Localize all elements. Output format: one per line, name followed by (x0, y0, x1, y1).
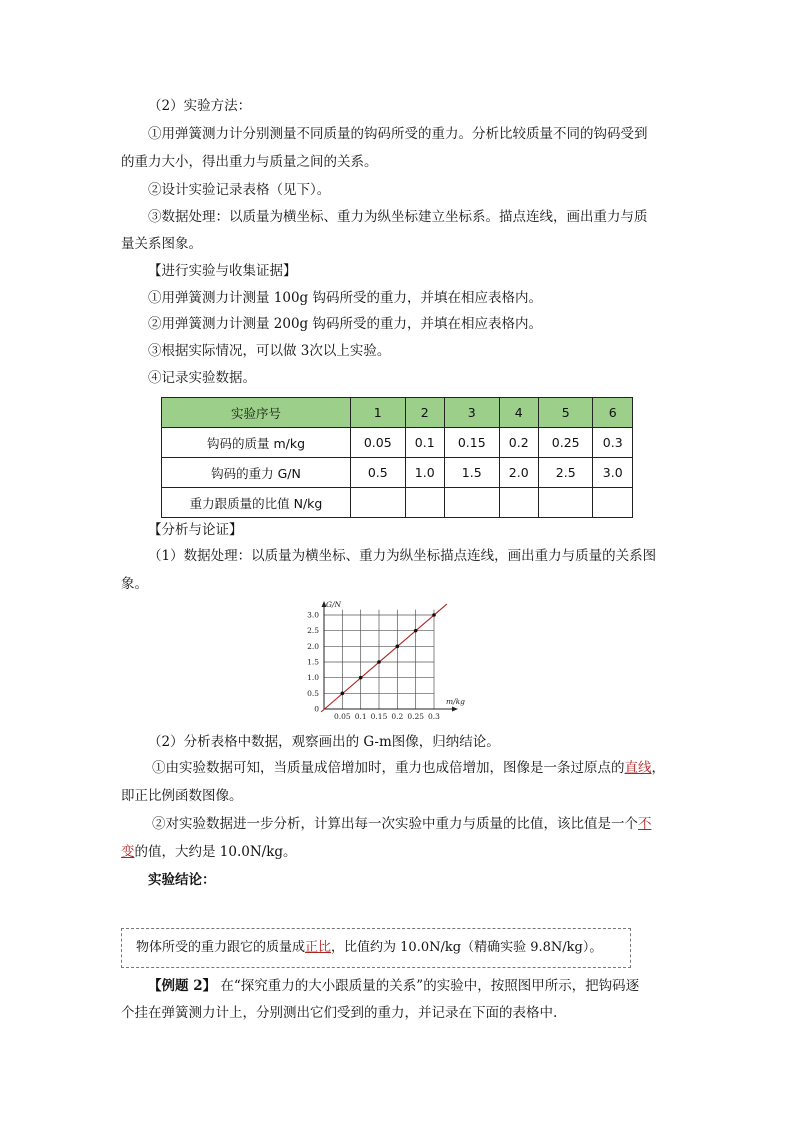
method-heading: （2）实验方法： (148, 98, 252, 114)
answer-straight-line: 直线 (624, 760, 652, 776)
method-item-3-cont: 量关系图象。 (121, 236, 202, 252)
table-cell: 3 (444, 398, 499, 428)
example-tag: 【例题 2】 (148, 978, 217, 994)
analysis-p3-cont: 即正比例函数图像。 (121, 788, 243, 804)
data-point (359, 676, 363, 680)
x-tick-label: 0.2 (391, 712, 404, 721)
y-axis-label: G/N (326, 600, 342, 609)
table-cell: 5 (538, 398, 593, 428)
x-tick-label: 0.25 (407, 712, 425, 721)
conclusion-label: 实验结论： (148, 872, 216, 888)
table-cell: 重力跟质量的比值 N/kg (162, 488, 351, 518)
table-cell (351, 488, 406, 518)
table-cell (499, 488, 538, 518)
y-tick-label: 2.0 (307, 641, 319, 651)
analysis-p1: （1）数据处理：以质量为横坐标、重力为纵坐标描点连线，画出重力与质量的关系图 (148, 548, 657, 564)
x-tick-label: 0.3 (428, 712, 440, 721)
data-point (414, 629, 418, 633)
data-table (161, 397, 633, 518)
data-point (396, 645, 400, 649)
y-tick-label: 2.5 (307, 626, 319, 636)
table-cell: 0.25 (538, 428, 593, 458)
method-item-2: ②设计实验记录表格（见下）。 (148, 182, 331, 198)
x-tick-label: 0.15 (370, 712, 388, 721)
example-line-1 (148, 976, 639, 996)
table-cell: 6 (593, 398, 633, 428)
data-point (432, 613, 436, 617)
table-cell: 0.05 (351, 428, 406, 458)
analysis-heading: 【分析与论证】 (148, 522, 243, 538)
experiment-step-2: ②用弹簧测力计测量 200g 钩码所受的重力，并填在相应表格内。 (148, 316, 542, 332)
table-cell: 钩码的重力 G/N (162, 458, 351, 488)
x-tick-label: 0.05 (333, 712, 351, 721)
example-line-2: 个挂在弹簧测力计上，分别测出它们受到的重力，并记录在下面的表格中. (121, 1005, 558, 1021)
table-row (162, 398, 633, 428)
table-cell (405, 488, 444, 518)
method-item-3: ③数据处理：以质量为横坐标、重力为纵坐标建立坐标系。描点连线，画出重力与质 (148, 209, 648, 225)
table-cell: 3.0 (593, 458, 633, 488)
method-item-1: ①用弹簧测力计分别测量不同质量的钩码所受的重力。分析比较质量不同的钩码受到 (148, 126, 648, 142)
y-tick-label: 1.5 (307, 657, 319, 667)
table-cell: 1.5 (444, 458, 499, 488)
y-tick-label: 3.0 (307, 610, 319, 620)
data-point (377, 660, 381, 664)
analysis-p4-cont (121, 842, 297, 862)
answer-proportional: 正比 (305, 940, 332, 955)
table-row (162, 488, 633, 518)
experiment-step-4: ④记录实验数据。 (148, 370, 256, 386)
experiment-step-3: ③根据实际情况，可以做 3次以上实验。 (148, 343, 391, 359)
answer-constant-2: 变 (121, 844, 135, 860)
analysis-p4 (152, 814, 652, 834)
fit-line (321, 604, 447, 712)
conclusion-text-end: ，比值约为 10.0N/kg（精确实验 9.8N/kg）。 (331, 940, 603, 955)
conclusion-box (121, 928, 631, 968)
experiment-step-1: ①用弹簧测力计测量 100g 钩码所受的重力，并填在相应表格内。 (148, 290, 542, 306)
table-cell: 0.5 (351, 458, 406, 488)
analysis-p1-cont: 象。 (121, 576, 148, 592)
example-text: 在“探究重力的大小跟质量的关系”的实验中，按照图甲所示，把钩码逐 (216, 978, 640, 994)
table-row (162, 458, 633, 488)
g-m-chart (298, 598, 470, 726)
analysis-p3-text: ①由实验数据可知，当质量成倍增加时，重力也成倍增加，图像是一条过原点的 (152, 760, 625, 776)
table-cell: 1 (351, 398, 406, 428)
experiment-heading: 【进行实验与收集证据】 (148, 263, 297, 279)
analysis-p2: （2）分析表格中数据，观察画出的 G-m图像，归纳结论。 (148, 734, 500, 750)
table-row (162, 428, 633, 458)
analysis-p3-comma: ， (651, 760, 665, 776)
analysis-p3 (152, 758, 665, 778)
analysis-p4-end: 的值，大约是 10.0N/kg。 (134, 844, 297, 860)
table-cell: 实验序号 (162, 398, 351, 428)
table-cell: 2 (405, 398, 444, 428)
analysis-p4-text: ②对实验数据进一步分析，计算出每一次实验中重力与质量的比值，该比值是一个 (152, 816, 638, 832)
method-item-1-cont: 的重力大小，得出重力与质量之间的关系。 (121, 154, 378, 170)
table-cell: 1.0 (405, 458, 444, 488)
table-cell: 0.15 (444, 428, 499, 458)
x-axis-label: m/kg (446, 697, 465, 706)
y-tick-label: 0.5 (307, 688, 319, 698)
table-cell: 2.5 (538, 458, 593, 488)
table-cell (593, 488, 633, 518)
conclusion-text: 物体所受的重力跟它的质量成 (136, 940, 306, 955)
data-point (341, 692, 345, 696)
y-tick-label: 1.0 (307, 673, 319, 683)
table-cell: 钩码的质量 m/kg (162, 428, 351, 458)
table-cell (538, 488, 593, 518)
table-cell: 2.0 (499, 458, 538, 488)
x-tick-label: 0.1 (354, 712, 367, 721)
table-cell: 0.2 (499, 428, 538, 458)
table-cell: 0.1 (405, 428, 444, 458)
x-axis-arrow (452, 707, 458, 712)
y-tick-label: 0 (314, 704, 319, 714)
table-cell (444, 488, 499, 518)
table-cell: 0.3 (593, 428, 633, 458)
answer-constant-1: 不 (638, 816, 652, 832)
table-cell: 4 (499, 398, 538, 428)
